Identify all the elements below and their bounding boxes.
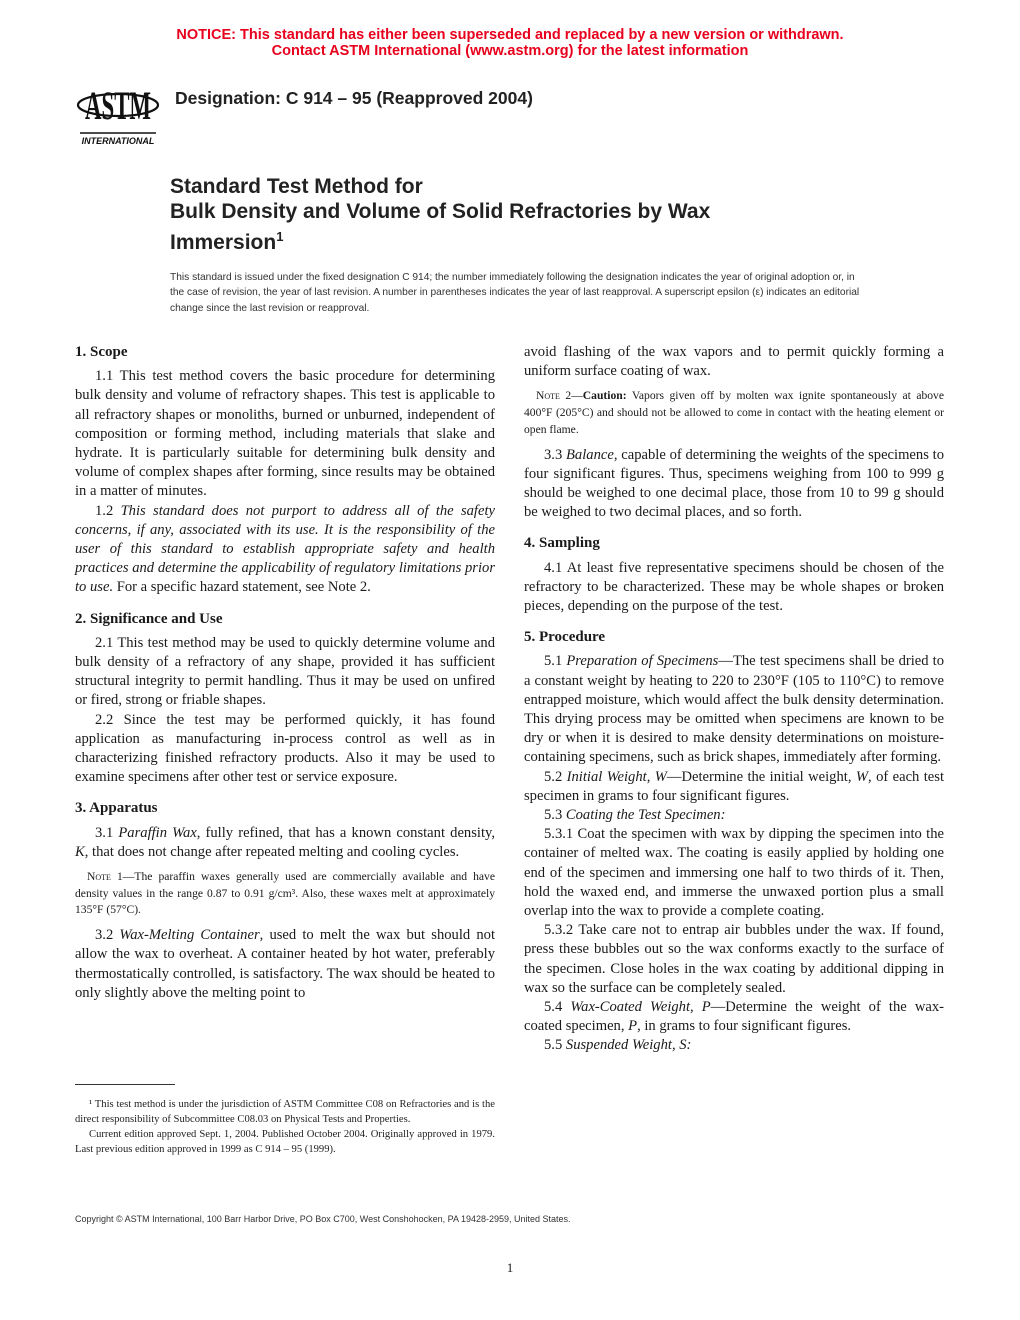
right-column <box>524 343 944 1056</box>
text-segment: 5. Procedure <box>524 629 606 646</box>
svg-text:ASTM: ASTM <box>85 83 151 128</box>
text-segment: P <box>628 1018 638 1035</box>
text-segment: Initial Weight, W <box>566 768 667 785</box>
text-segment: 2.2 Since the test may be performed quickly, it has found application as manufacturing in-process control as well as in characterizing finished refractory products. Also it may be used to examine specimens after other test or service exposure. <box>75 711 495 786</box>
body-paragraph <box>524 806 944 825</box>
notice-line-1: NOTICE: This standard has either been superseded and replaced by a new version or withdrawn. <box>176 27 844 43</box>
text-segment: 5.3 <box>544 806 566 823</box>
text-segment: 4.1 At least five representative specimens should be chosen of the refractory to be characterized. These may be whole shapes or broken pieces, depending on the purpose of the test. <box>524 559 944 614</box>
body-paragraph <box>524 652 944 767</box>
footnotes <box>75 1097 495 1157</box>
text-segment: 1.1 This test method covers the basic procedure for determining bulk density and volume of refractory shapes. This test is applicable to all refractory shapes or monoliths, burned or unburned, independent of composition or forming method, including materials that slake and hydrate. It is particularly suitable for determining bulk density and volume of complex shapes after forming, since results may be obtained in a matter of minutes. <box>75 368 495 500</box>
text-segment: 5.3.2 Take care not to entrap air bubbles under the wax. If found, press these bubbles out so the wax conforms exactly to the surface of the specimen. Close holes in the wax coating by additional dipping in wax so the surface can be completely sealed. <box>524 922 944 996</box>
text-segment: , of each test specimen in grams to four significant figures. <box>524 768 945 804</box>
title-line-1: Standard Test Method for <box>170 175 423 198</box>
svg-text:INTERNATIONAL: INTERNATIONAL <box>81 136 155 146</box>
text-segment: Paraffin Wax <box>118 824 197 841</box>
text-segment: Preparation of Specimens <box>566 653 719 670</box>
copyright-notice: Copyright © ASTM International, 100 Barr Harbor Drive, PO Box C700, West Conshohocken, PA 19428-2959, United States. <box>75 1214 571 1224</box>
title-line-2: Bulk Density and Volume of Solid Refractories by Wax <box>170 200 711 223</box>
title-line-3 <box>170 224 710 255</box>
text-segment: avoid flashing of the wax vapors and to permit quickly forming a uniform surface coating of wax. <box>524 344 944 380</box>
document-title <box>170 174 710 255</box>
text-segment: 5.2 <box>544 768 567 785</box>
section-heading <box>524 628 944 647</box>
text-segment: W <box>855 768 869 785</box>
text-segment: 5.5 <box>544 1037 566 1054</box>
title-footnote-mark: 1 <box>276 229 284 244</box>
body-paragraph <box>75 634 495 711</box>
section-heading <box>75 799 495 818</box>
standard-abstract: This standard is issued under the fixed designation C 914; the number immediately following the designation indicates the year of original adoption or, in the case of revision, the year of last revision. A number in parentheses indicates the year of last reapproval. A superscript epsilon (ε) indicates an editorial change since the last revision or reapproval. <box>170 272 860 314</box>
footnote-1: ¹ This test method is under the jurisdiction of ASTM Committee C08 on Refractories and is the direct responsibility of Subcommittee C08.03 on Physical Tests and Properties. <box>75 1099 495 1125</box>
text-segment: Note <box>87 870 111 884</box>
text-segment: , capable of determining the weights of the specimens to four significant figures. Thus, specimens weighing from 100 to 999 g should be weighed to one decimal place, those from 10 to 99 g should be weighed to two decimal places, and so forth. <box>524 446 944 521</box>
note-paragraph <box>524 388 944 438</box>
text-segment: —Determine the initial weight, <box>666 768 856 785</box>
body-paragraph <box>75 926 495 1003</box>
text-segment: 1—The paraffin waxes generally used are commercially available and have density values in the range 0.87 to 0.91 g/cm³. Also, these waxes melt at approximately 135°F (57°C). <box>75 870 495 917</box>
section-heading <box>524 534 944 553</box>
body-paragraph <box>524 998 944 1036</box>
text-segment: Suspended Weight, S: <box>565 1037 692 1054</box>
section-heading <box>75 610 495 629</box>
body-paragraph <box>524 343 944 381</box>
text-segment: Coating the Test Specimen: <box>565 806 726 823</box>
text-segment: 5.1 <box>544 653 567 670</box>
text-segment: Caution: <box>582 389 627 403</box>
note-paragraph <box>75 869 495 919</box>
text-segment: 3.3 <box>544 446 567 463</box>
body-paragraph <box>524 921 944 998</box>
text-segment: , that does not change after repeated melting and cooling cycles. <box>84 843 460 860</box>
body-paragraph <box>75 367 495 501</box>
body-paragraph <box>524 768 944 806</box>
text-segment: 5.3.1 Coat the specimen with wax by dipping the specimen into the container of melted wax. The coating is easily applied by holding one end of the specimen and immersing one half to two thirds of it. Then, hold the waxed end, and immerse the unwaxed portion plus a small overlap into the wax to provide a complete coating. <box>524 826 944 919</box>
body-paragraph <box>524 446 944 523</box>
text-segment: —Determine the weight of the wax-coated specimen, <box>524 999 944 1035</box>
text-segment: 4. Sampling <box>524 535 600 552</box>
left-column <box>75 343 495 1003</box>
body-paragraph <box>524 559 944 617</box>
body-paragraph <box>75 824 495 862</box>
text-segment: , used to melt the wax but should not allow the wax to overheat. A container heated by hot water, preferably thermostatically controlled, is satisfactory. The wax should be heated to only slightly above the melting point to <box>75 927 495 1001</box>
text-segment: 5.4 <box>544 999 571 1015</box>
text-segment: This standard does not purport to address all of the safety concerns, if any, associated with its use. It is the responsibility of the user of this standard to establish appropriate safety and health practices and determine the applicability of regulatory limitations prior to use. <box>75 502 495 596</box>
text-segment: 2. Significance and Use <box>75 610 223 627</box>
text-segment: , fully refined, that has a known constant density, <box>196 824 496 841</box>
text-segment: 3.1 <box>95 824 119 841</box>
text-segment: K <box>75 843 85 860</box>
footnote-divider <box>75 1084 175 1085</box>
section-heading <box>75 343 495 362</box>
body-paragraph <box>75 711 495 788</box>
page-number: 1 <box>506 1260 514 1275</box>
astm-logo <box>76 75 160 147</box>
text-segment: Note <box>536 389 560 403</box>
text-segment: 3. Apparatus <box>75 800 158 817</box>
text-segment: For a specific hazard statement, see Note 2. <box>113 579 371 596</box>
body-paragraph <box>75 502 495 598</box>
text-segment: Vapors given off by molten wax ignite spontaneously at above 400°F (205°C) and should not be allowed to come in contact with the heating element or open flame. <box>524 389 944 436</box>
title-line-3-text: Immersion <box>170 231 277 254</box>
footnote-2: Current edition approved Sept. 1, 2004. Published October 2004. Originally approved in 1979. Last previous edition approved in 1999 as C 914 – 95 (1999). <box>75 1129 495 1155</box>
body-paragraph <box>524 1036 944 1055</box>
text-segment: 1. Scope <box>75 344 128 360</box>
text-segment: 3.2 <box>95 927 120 944</box>
notice-line-2: Contact ASTM International (www.astm.org) for the latest information <box>271 43 749 59</box>
designation: Designation: C 914 – 95 (Reapproved 2004) <box>175 88 533 108</box>
text-segment: 1.2 <box>95 502 121 519</box>
body-paragraph <box>524 825 944 921</box>
text-segment: 2— <box>559 389 583 403</box>
text-segment: Wax-Melting Container <box>119 927 260 944</box>
text-segment: —The test specimens shall be dried to a constant weight by heating to 220 to 230°F (105 to 110°C) to remove entrapped moisture, which would affect the bulk density determination. This drying process may be omitted when specimens are known to be dry or when it is desired to make density determinations on moisture-containing specimens, such as brick shapes, immediately after forming. <box>524 653 945 766</box>
text-segment: , in grams to four significant figures. <box>637 1018 852 1035</box>
text-segment: Balance <box>566 446 614 463</box>
text-segment: 2.1 This test method may be used to quickly determine volume and bulk density of a refractory of any shape, provided it has sufficient structural integrity to permit handling. Thus it may be used on unfired or fired, strong or friable shapes. <box>75 634 495 709</box>
text-segment: Wax-Coated Weight, P <box>570 999 711 1015</box>
withdrawal-notice <box>0 27 1020 59</box>
